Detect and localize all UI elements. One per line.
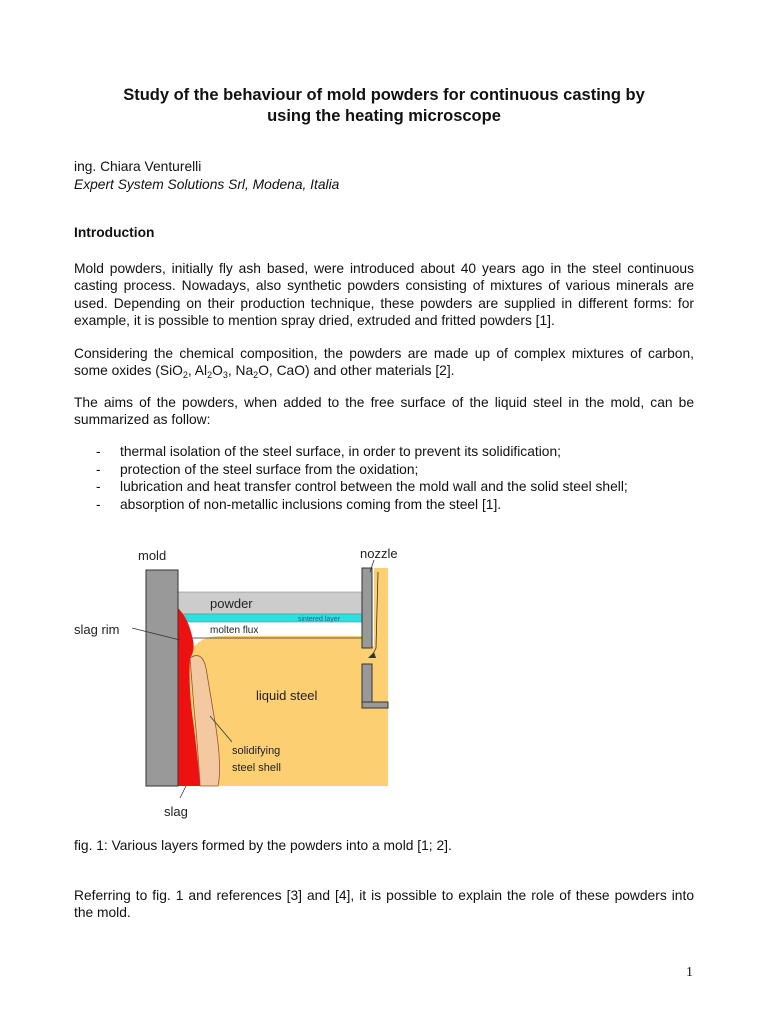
bullet-dash: - xyxy=(96,461,101,477)
molten-flux-layer xyxy=(180,622,364,638)
label-solidifying: solidifying xyxy=(232,745,281,757)
aims-list xyxy=(74,443,714,513)
bullet-dash: - xyxy=(96,444,101,459)
figure-caption: fig. 1: Various layers formed by the powders into a mold [1; 2]. xyxy=(74,838,452,853)
label-nozzle: nozzle xyxy=(360,546,398,561)
label-liquid-steel: liquid steel xyxy=(256,688,318,703)
list-item: - lubrication and heat transfer control between the mold wall and the solid steel shell; xyxy=(96,479,628,494)
bullet-dash: - xyxy=(96,496,101,512)
title-line-1: Study of the behaviour of mold powders for continuous casting by xyxy=(123,86,645,104)
paragraph-aims: The aims of the powders, when added to the free surface of the liquid steel in the mold, can be summarized as follow: xyxy=(74,395,694,428)
paragraph-referring: Referring to fig. 1 and references [3] and [4], it is possible to explain the role of these powders into the mold. xyxy=(74,888,694,921)
nozzle-lower xyxy=(362,664,372,706)
list-item: - thermal isolation of the steel surface, in order to prevent its solidification; xyxy=(96,444,561,459)
bullet-dash: - xyxy=(96,479,101,494)
label-molten-flux: molten flux xyxy=(210,625,259,636)
section-heading-introduction: Introduction xyxy=(74,225,155,240)
powder-layer xyxy=(178,592,364,614)
slag-leader xyxy=(180,786,186,798)
mold-wall xyxy=(146,570,178,786)
author-name: ing. Chiara Venturelli xyxy=(74,159,202,174)
nozzle-foot xyxy=(362,702,388,708)
label-sintered: sintered layer xyxy=(298,616,341,623)
list-item: - absorption of non-metallic inclusions coming from the steel [1]. xyxy=(96,496,502,512)
author-affiliation: Expert System Solutions Srl, Modena, Italia xyxy=(74,177,340,192)
label-slag-rim: slag rim xyxy=(74,622,120,637)
page-number: 1 xyxy=(686,965,693,980)
label-slag: slag xyxy=(164,804,188,819)
label-powder: powder xyxy=(210,596,253,611)
title-line-2: using the heating microscope xyxy=(267,107,501,125)
label-mold: mold xyxy=(138,548,167,563)
mold-layers-figure xyxy=(60,538,420,828)
list-item: - protection of the steel surface from the oxidation; xyxy=(96,461,419,477)
paragraph-mold-powders: Mold powders, initially fly ash based, were introduced about 40 years ago in the steel continuous casting process. Nowadays, also synthetic powders consisting of mixtures of various minerals are used. Depending on their production technique, these powders are supplied in different forms: for example, it is possible to mention spray dried, extruded and fritted powders [1]. xyxy=(74,261,694,328)
document-title xyxy=(60,85,708,127)
nozzle-upper xyxy=(362,568,372,648)
paragraph-chemical-composition: Considering the chemical composition, the powders are made up of complex mixtures of carbon, some oxides (SiO$_2$, $Al_2O_3$, $Na_2O$, CaO) and other materials [2]. xyxy=(74,346,694,381)
label-steel-shell: steel shell xyxy=(232,762,281,774)
